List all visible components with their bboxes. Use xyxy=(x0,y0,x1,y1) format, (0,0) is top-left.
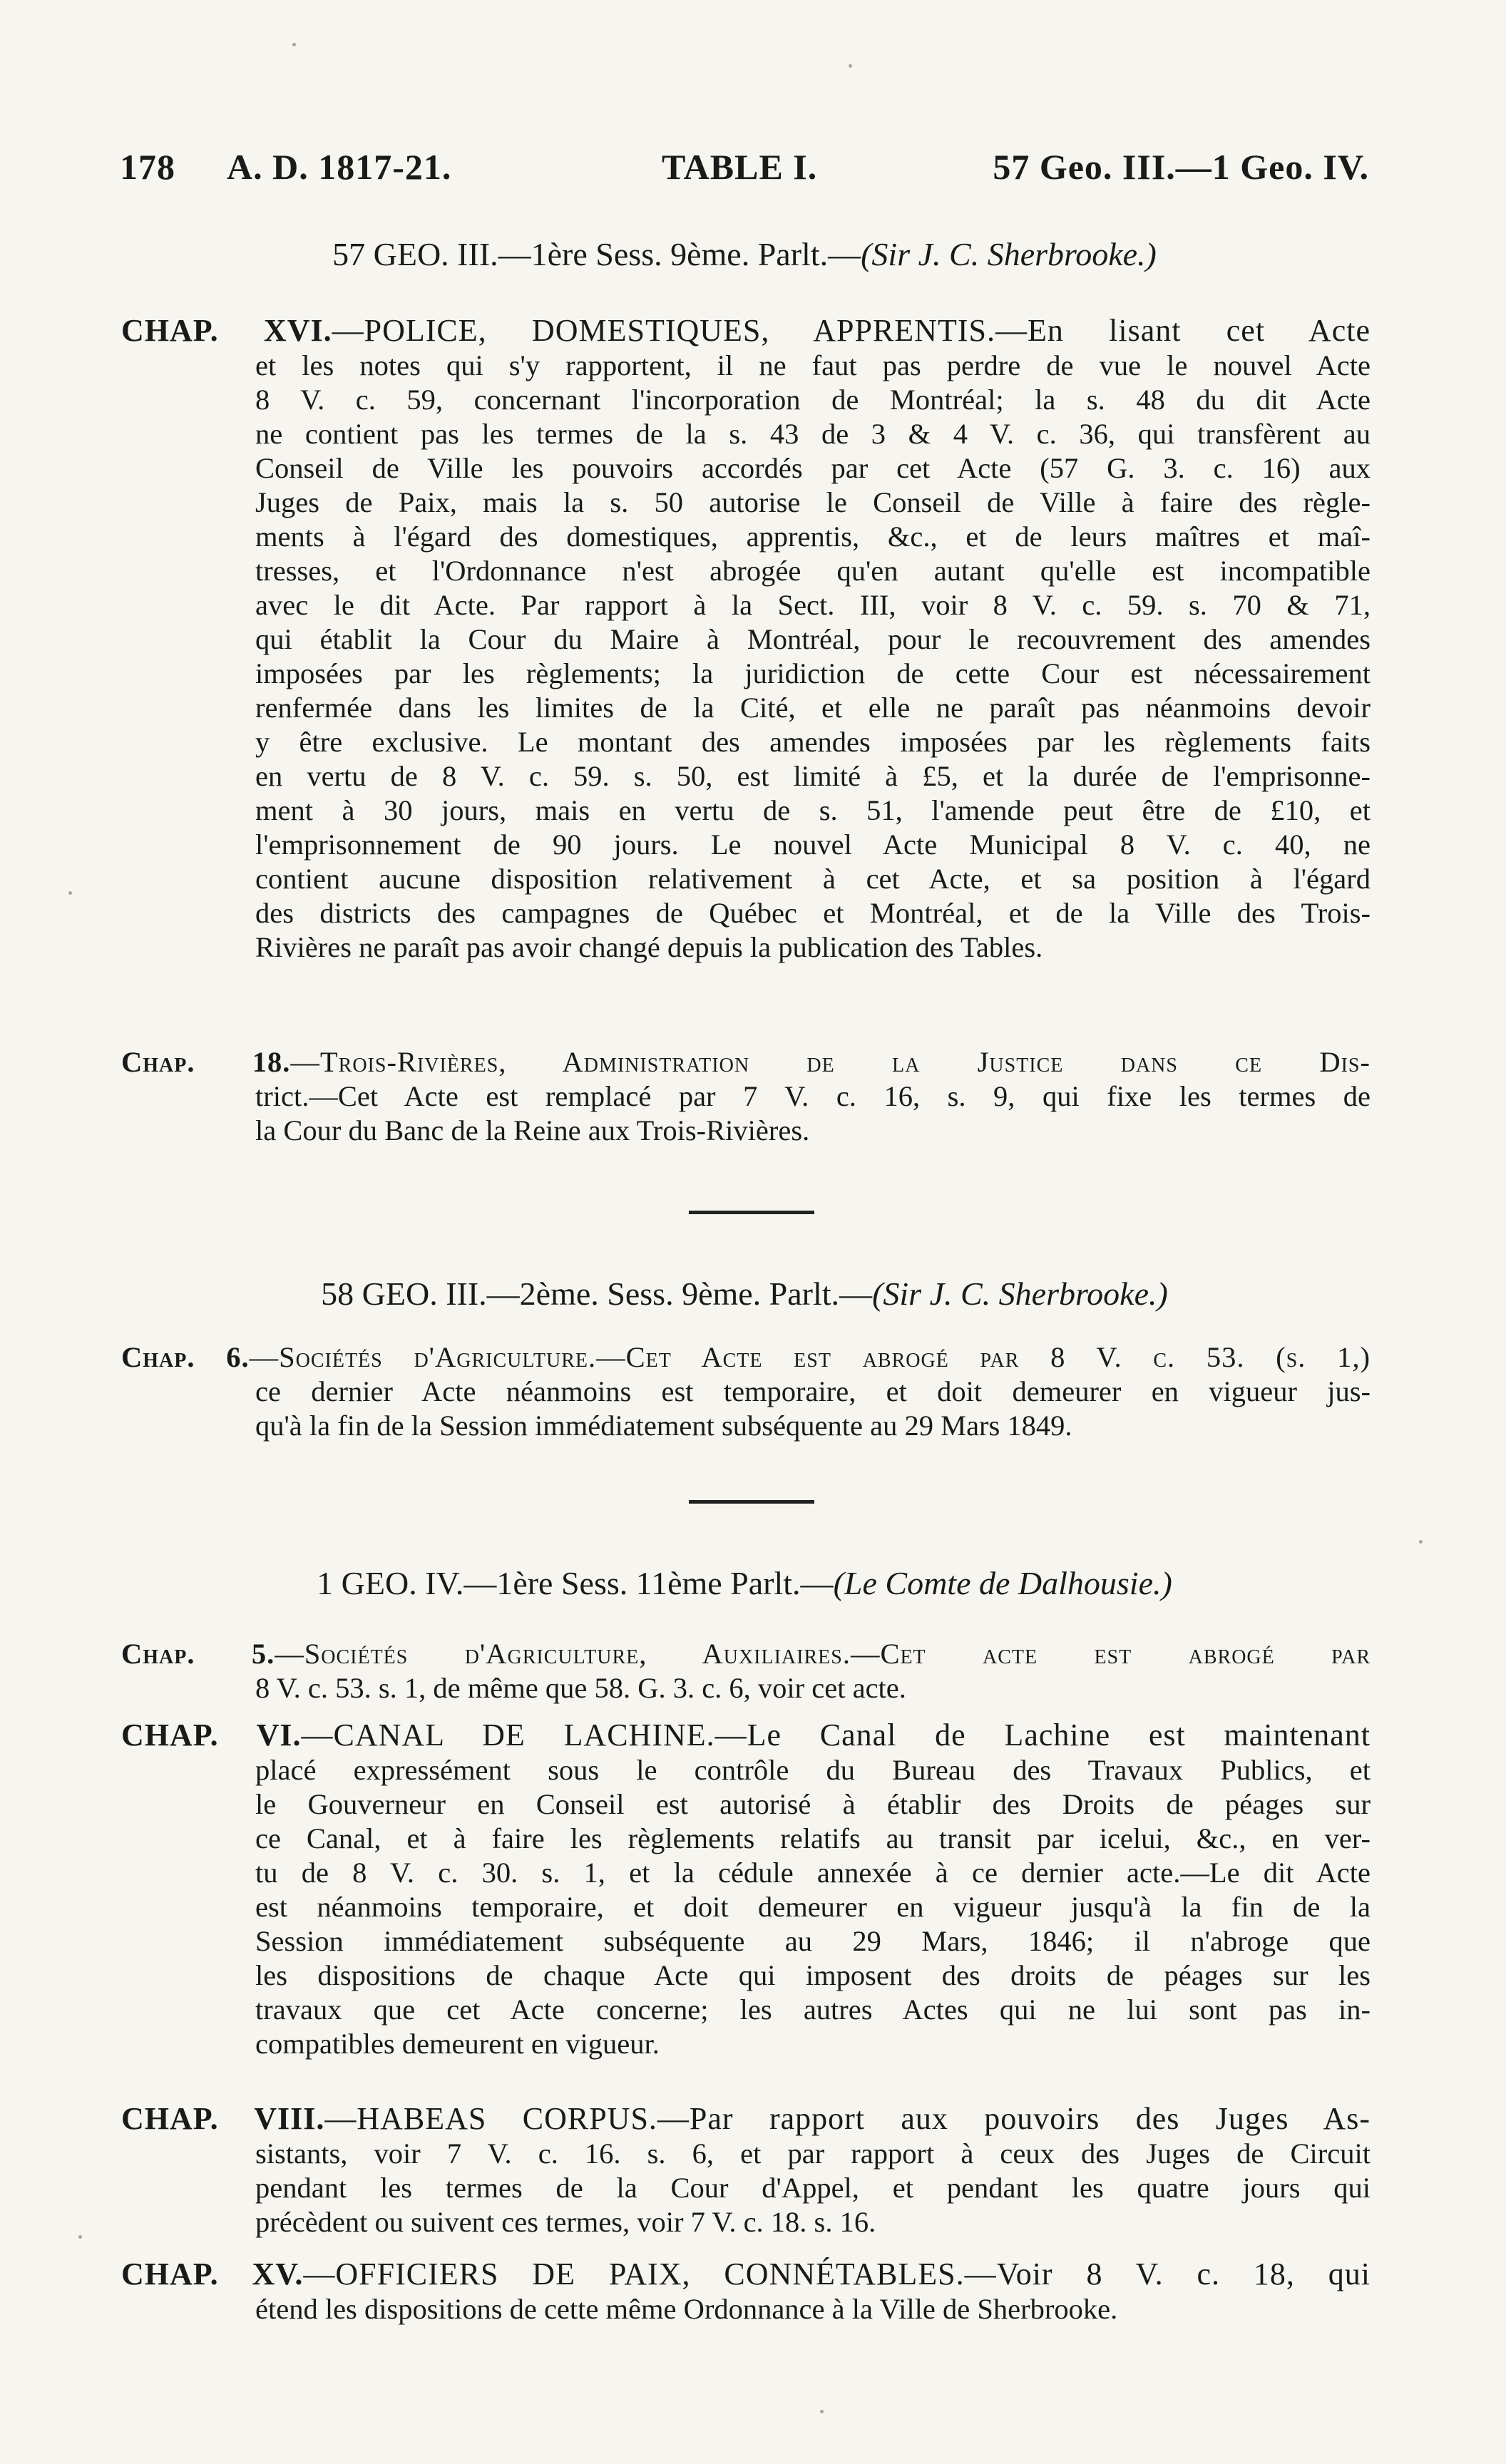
entry-line: —OFFICIERS DE PAIX, CONNÉTABLES.—Voir 8 V. c. 18, qui xyxy=(303,2257,1371,2291)
entry-chap-viii xyxy=(121,2102,1371,2239)
entry-label: CHAP. VI. xyxy=(121,1718,302,1752)
session-heading-governor: (Sir J. C. Sherbrooke.) xyxy=(872,1275,1168,1312)
entry-chap-18 xyxy=(121,1045,1371,1148)
entry-line: Juges de Paix, mais la s. 50 autorise le Conseil de Ville à faire des règle- xyxy=(255,486,1371,518)
entry-label: Chap. 5. xyxy=(121,1638,275,1670)
entry-line: étend les dispositions de cette même Ordonnance à la Ville de Sherbrooke. xyxy=(255,2293,1118,2325)
entry-line: 8 V. c. 59, concernant l'incorporation de Montréal; la s. 48 du dit Acte xyxy=(255,384,1371,416)
entry-label: CHAP. VIII. xyxy=(121,2101,325,2136)
scan-speck xyxy=(849,64,852,68)
entry-label: CHAP. XV. xyxy=(121,2257,304,2291)
entry-line: tu de 8 V. c. 30. s. 1, et la cédule annexée à ce dernier acte.—Le dit Acte xyxy=(255,1857,1371,1889)
entry-chap-xvi xyxy=(121,314,1371,965)
entry-line: les dispositions de chaque Acte qui imposent des droits de péages sur les xyxy=(255,1959,1371,1991)
entry-label: Chap. 18. xyxy=(121,1046,291,1078)
scan-speck xyxy=(820,2410,824,2413)
session-heading-governor: (Sir J. C. Sherbrooke.) xyxy=(861,236,1157,272)
entry-line: ments à l'égard des domestiques, apprentis, &c., et de leurs maîtres et maî- xyxy=(255,520,1371,553)
running-head-years: A. D. 1817-21. xyxy=(227,147,452,187)
entry-line: compatibles demeurent en vigueur. xyxy=(255,2028,660,2060)
entry-line: sistants, voir 7 V. c. 16. s. 6, et par rapport à ceux des Juges de Circuit xyxy=(255,2137,1371,2170)
entry-line: qui établit la Cour du Maire à Montréal, pour le recouvrement des amendes xyxy=(255,623,1371,655)
entry-label: CHAP. XVI. xyxy=(121,313,332,348)
entry-chap-vi xyxy=(121,1718,1371,2061)
entry-line: —HABEAS CORPUS.—Par rapport aux pouvoirs des Juges As- xyxy=(324,2101,1371,2136)
entry-chap-xv xyxy=(121,2257,1371,2326)
scan-speck xyxy=(68,891,72,895)
entry-line: placé expressément sous le contrôle du Bureau des Travaux Publics, et xyxy=(255,1754,1371,1786)
scan-speck xyxy=(78,2235,82,2239)
entry-line: la Cour du Banc de la Reine aux Trois-Rivières. xyxy=(255,1114,810,1146)
entry-line: Rivières ne paraît pas avoir changé depuis la publication des Tables. xyxy=(255,931,1043,963)
entry-line: —CANAL DE LACHINE.—Le Canal de Lachine est maintenant xyxy=(301,1718,1371,1752)
entry-label: Chap. 6. xyxy=(121,1341,250,1373)
entry-line: travaux que cet Acte concerne; les autres Actes qui ne lui sont pas in- xyxy=(255,1993,1371,2026)
entry-line: précèdent ou suivent ces termes, voir 7 V. c. 18. s. 16. xyxy=(255,2206,876,2238)
entry-line: qu'à la fin de la Session immédiatement subséquente au 29 Mars 1849. xyxy=(255,1410,1072,1442)
entry-line: l'emprisonnement de 90 jours. Le nouvel Acte Municipal 8 V. c. 40, ne xyxy=(255,828,1371,861)
session-heading-text: 58 GEO. III.—2ème. Sess. 9ème. Parlt.— xyxy=(321,1275,873,1312)
entry-line: en vertu de 8 V. c. 59. s. 50, est limité à £5, et la durée de l'emprisonne- xyxy=(255,760,1371,792)
entry-line: ment à 30 jours, mais en vertu de s. 51, l'amende peut être de £10, et xyxy=(255,794,1371,826)
entry-line: contient aucune disposition relativement à cet Acte, et sa position à l'égard xyxy=(255,863,1371,895)
entry-line: y être exclusive. Le montant des amendes imposées par les règlements faits xyxy=(255,726,1371,758)
entry-line: renfermée dans les limites de la Cité, et elle ne paraît pas néanmoins devoir xyxy=(255,692,1371,724)
entry-line: Session immédiatement subséquente au 29 Mars, 1846; il n'abroge que xyxy=(255,1925,1371,1957)
entry-line: Conseil de Ville les pouvoirs accordés par cet Acte (57 G. 3. c. 16) aux xyxy=(255,452,1371,484)
scan-speck xyxy=(1419,1540,1423,1544)
entry-chap-5 xyxy=(121,1637,1371,1705)
page-number: 178 xyxy=(120,147,175,187)
entry-line: —POLICE, DOMESTIQUES, APPRENTIS.—En lisant cet Acte xyxy=(332,313,1371,348)
session-heading-governor: (Le Comte de Dalhousie.) xyxy=(833,1565,1172,1601)
entry-line: ne contient pas les termes de la s. 43 de 3 & 4 V. c. 36, qui transfèrent au xyxy=(255,418,1371,450)
session-heading-57-geo-iii xyxy=(120,235,1369,273)
entry-line: —Sociétés d'Agriculture.—Cet Acte est abrogé par 8 V. c. 53. (s. 1,) xyxy=(249,1341,1371,1373)
entry-line: 8 V. c. 53. s. 1, de même que 58. G. 3. c. 6, voir cet acte. xyxy=(255,1672,906,1704)
entry-chap-6 xyxy=(121,1340,1371,1443)
session-heading-58-geo-iii xyxy=(120,1275,1369,1313)
section-divider xyxy=(689,1211,814,1214)
entry-line: et les notes qui s'y rapportent, il ne faut pas perdre de vue le nouvel Acte xyxy=(255,349,1371,381)
entry-line: ce dernier Acte néanmoins est temporaire, et doit demeurer en vigueur jus- xyxy=(255,1375,1371,1407)
entry-line: imposées par les règlements; la juridiction de cette Cour est nécessairement xyxy=(255,657,1371,689)
entry-line: tresses, et l'Ordonnance n'est abrogée qu'en autant qu'elle est incompatible xyxy=(255,555,1371,587)
running-head-table-title: TABLE I. xyxy=(662,147,818,187)
running-head-reigns: 57 Geo. III.—1 Geo. IV. xyxy=(993,147,1369,187)
session-heading-text: 1 GEO. IV.—1ère Sess. 11ème Parlt.— xyxy=(317,1565,834,1601)
entry-line: avec le dit Acte. Par rapport à la Sect. III, voir 8 V. c. 59. s. 70 & 71, xyxy=(255,589,1371,621)
entry-line: est néanmoins temporaire, et doit demeurer en vigueur jusqu'à la fin de la xyxy=(255,1891,1371,1923)
entry-line: pendant les termes de la Cour d'Appel, et pendant les quatre jours qui xyxy=(255,2172,1371,2204)
entry-line: le Gouverneur en Conseil est autorisé à établir des Droits de péages sur xyxy=(255,1788,1371,1820)
section-divider xyxy=(689,1500,814,1504)
session-heading-1-geo-iv xyxy=(120,1564,1369,1602)
entry-line: —Sociétés d'Agriculture, Auxiliaires.—Cet acte est abrogé par xyxy=(275,1638,1371,1670)
scan-speck xyxy=(292,43,296,46)
entry-line: ce Canal, et à faire les règlements relatifs au transit par icelui, &c., en ver- xyxy=(255,1822,1371,1854)
running-head xyxy=(120,146,1369,196)
entry-line: —Trois-Rivières, Administration de la Justice dans ce Dis- xyxy=(290,1046,1371,1078)
entry-line: des districts des campagnes de Québec et Montréal, et de la Ville des Trois- xyxy=(255,897,1371,929)
session-heading-text: 57 GEO. III.—1ère Sess. 9ème. Parlt.— xyxy=(332,236,861,272)
entry-line: trict.—Cet Acte est remplacé par 7 V. c. 16, s. 9, qui fixe les termes de xyxy=(255,1080,1371,1112)
